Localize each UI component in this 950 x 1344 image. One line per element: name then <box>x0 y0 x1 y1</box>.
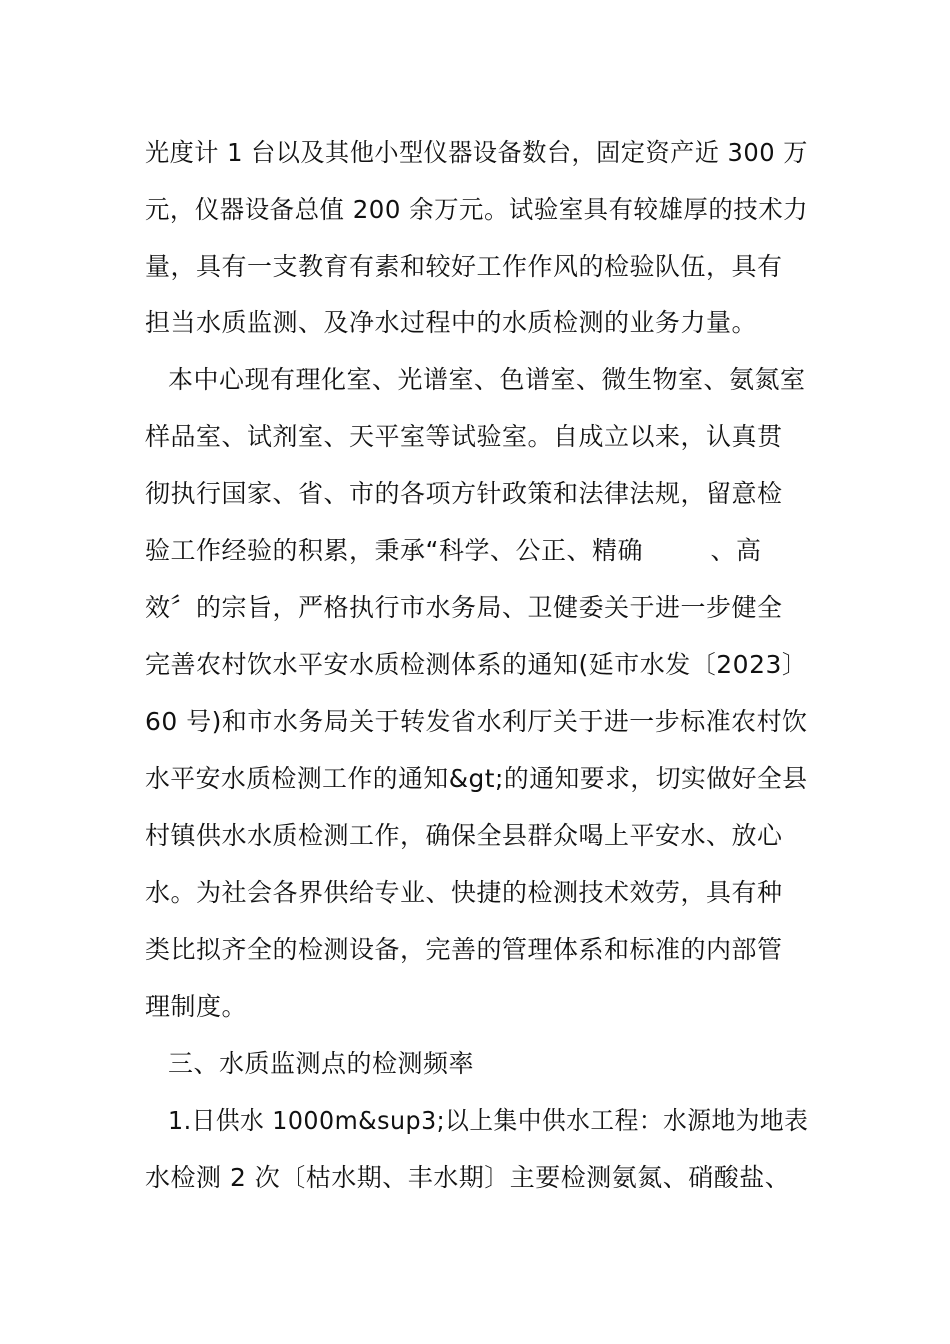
text-line: 水。为社会各界供给专业、快捷的检测技术效劳，具有种 <box>145 878 783 907</box>
text-line: 担当水质监测、及净水过程中的水质检测的业务力量。 <box>145 308 758 337</box>
text-line: 元，仪器设备总值 200 余万元。试验室具有较雄厚的技术力 <box>145 195 809 224</box>
text-line: 样品室、试剂室、天平室等试验室。自成立以来，认真贯 <box>145 422 783 451</box>
text-line: 水平安水质检测工作的通知&gt;的通知要求，切实做好全县 <box>145 764 808 793</box>
text-line: 60 号)和市水务局关于转发省水利厅关于进一步标准农村饮 <box>145 707 808 736</box>
text-line: 光度计 1 台以及其他小型仪器设备数台，固定资产近 300 万 <box>145 138 808 167</box>
paragraph-first-line: 本中心现有理化室、光谱室、色谱室、微生物室、氨氮室 <box>168 365 806 394</box>
section-heading: 三、水质监测点的检测频率 <box>168 1049 475 1078</box>
text-line: 效〞的宗旨，严格执行市水务局、卫健委关于进一步健全 <box>145 593 783 622</box>
text-line: 理制度。 <box>145 992 248 1021</box>
text-line: 完善农村饮水平安水质检测体系的通知(延市水发〔2023〕 <box>145 650 808 679</box>
text-line: 类比拟齐全的检测设备，完善的管理体系和标准的内部管 <box>145 935 783 964</box>
text-line: 量，具有一支教育有素和较好工作作风的检验队伍，具有 <box>145 252 783 281</box>
list-item-first-line: 1.日供水 1000m&sup3;以上集中供水工程：水源地为地表 <box>168 1106 809 1135</box>
text-line: 彻执行国家、省、市的各项方针政策和法律法规，留意检 <box>145 479 783 508</box>
text-line: 水检测 2 次〔枯水期、丰水期〕主要检测氨氮、硝酸盐、 <box>145 1163 791 1192</box>
text-line: 验工作经验的积累，秉承“科学、公正、精确 、高 <box>145 536 762 565</box>
text-line: 村镇供水水质检测工作，确保全县群众喝上平安水、放心 <box>145 821 783 850</box>
